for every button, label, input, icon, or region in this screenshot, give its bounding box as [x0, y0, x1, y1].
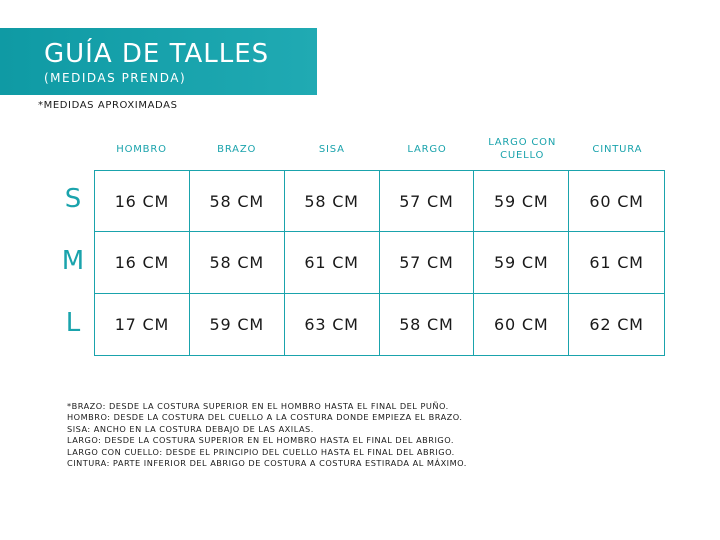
table-cell: 58 CM	[190, 232, 285, 293]
column-header	[284, 143, 379, 156]
table-cell: 61 CM	[285, 232, 380, 293]
table-cell: 58 CM	[190, 171, 285, 232]
column-header	[189, 143, 284, 156]
note-line: *BRAZO: DESDE LA COSTURA SUPERIOR EN EL HOMBRO HASTA EL FINAL DEL PUÑO.	[67, 401, 449, 411]
column-header-line: CUELLO	[500, 150, 545, 161]
table-cell: 60 CM	[474, 294, 569, 355]
page-title: GUÍA DE TALLES	[44, 39, 270, 69]
page-subtitle: (MEDIDAS PRENDA)	[44, 71, 187, 85]
note-line: SISA: ANCHO EN LA COSTURA DEBAJO DE LAS AXILAS.	[67, 423, 314, 434]
note-line: CINTURA: PARTE INFERIOR DEL ABRIGO DE COSTURA A COSTURA ESTIRADA AL MÁXIMO.	[67, 458, 467, 469]
table-cell: 16 CM	[95, 171, 190, 232]
column-header-line: CINTURA	[592, 144, 643, 155]
table-cell: 57 CM	[380, 171, 475, 232]
size-label: S	[64, 184, 82, 214]
title-banner	[0, 28, 317, 95]
size-label: L	[65, 308, 81, 338]
column-header-line: SISA	[318, 144, 345, 155]
approximate-note: *MEDIDAS APROXIMADAS	[38, 100, 178, 111]
table-cell: 61 CM	[569, 232, 664, 293]
table-cell: 63 CM	[285, 294, 380, 355]
column-header	[570, 143, 665, 156]
table-cell: 17 CM	[95, 294, 190, 355]
table-cell: 62 CM	[589, 314, 644, 334]
table-cell: 60 CM	[569, 171, 664, 232]
column-header	[94, 143, 189, 156]
table-cell: 58 CM	[285, 171, 380, 232]
table-cell: 59 CM	[474, 232, 569, 293]
column-header-line: LARGO CON	[488, 137, 557, 148]
column-header-line: BRAZO	[217, 144, 257, 155]
table-cell: 58 CM	[380, 294, 475, 355]
note-line: LARGO: DESDE LA COSTURA SUPERIOR EN EL HOMBRO HASTA EL FINAL DEL ABRIGO.	[67, 435, 454, 446]
size-label: M	[61, 246, 85, 276]
size-table	[94, 170, 665, 356]
table-cell: 16 CM	[95, 232, 190, 293]
column-header	[475, 136, 570, 162]
measurement-notes	[67, 401, 467, 469]
note-line: HOMBRO: DESDE LA COSTURA DEL CUELLO A LA COSTURA DONDE EMPIEZA EL BRAZO.	[67, 412, 463, 423]
column-header-line: HOMBRO	[116, 144, 167, 155]
column-header-line: LARGO	[407, 144, 447, 155]
column-header	[380, 143, 475, 156]
table-cell: 57 CM	[380, 232, 475, 293]
table-cell: 59 CM	[190, 294, 285, 355]
note-line: LARGO CON CUELLO: DESDE EL PRINCIPIO DEL CUELLO HASTA EL FINAL DEL ABRIGO.	[67, 446, 455, 457]
table-cell: 59 CM	[474, 171, 569, 232]
